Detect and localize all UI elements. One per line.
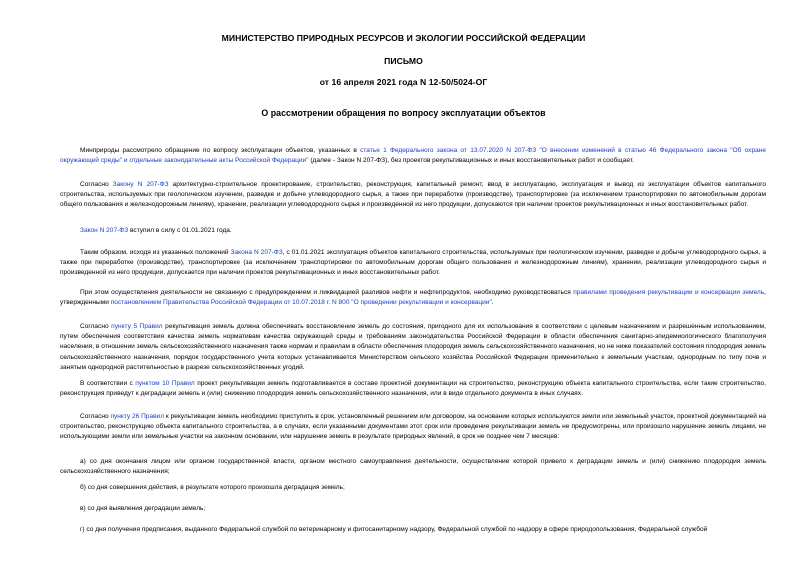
link-rules-item-5[interactable]: пункту 5 Правил [111, 323, 163, 330]
document-subject: О рассмотрении обращения по вопросу эксплуатации объектов [261, 108, 546, 118]
link-rules-item-26[interactable]: пункту 26 Правил [110, 413, 165, 420]
link-law-207[interactable]: Закон N 207-ФЗ [80, 227, 129, 234]
paragraph-text: архитектурно-строительное проектирование, строительство, реконструкция, капитальный ремонт, ввод в эксплуатацию, эксплуатация и вывод из эксплуатации объектов капитального строительства, используемых при геологическом изучении, разведке и добыче углеводородного сырья, а также при переработке (производстве), транспортировке (за исключением транспортировки по автомобильным дорогам общего пользования и железнодорожным линиям), хранении, реализации углеводородного сырья и произведенной из него продукции, допускаются при наличии проектов рекультивационных и иных восстановительных работ. [60, 181, 766, 209]
paragraph-text: проект рекультивации земель подготавливается в составе проектной документации на строительство, реконструкцию объекта капитального строительства, если такие строительство, реконструкция приведут к деградации земель и (или) снижению плодородия земель сельскохозяйственного назначения, или в виде отдельного документа в иных случаях. [60, 380, 766, 398]
paragraph-text: При этом осуществления деятельности не связанную с предупреждением и ликвидацией разливов нефти и нефтепродуктов, необходимо руководствоваться [80, 289, 574, 296]
paragraph-1 [60, 146, 766, 166]
paragraph-text: вступил в силу с 01.01.2021 года. [128, 227, 232, 234]
paragraph-text: рекультивация земель должна обеспечивать восстановление земель до состояния, пригодного для их использования в соответствии с целевым назначением и разрешенным использованием, путем обеспечения соответствия качества земель нормативам качества окружающей среды и требованиям законодательства Российской Федерации в области обеспечения санитарно-эпидемиологического благополучия населения, в отношении земель сельскохозяйственного назначения также нормам и правилам в области обеспечения плодородия земель сельскохозяйственного назначения, но не ниже показателей состояния плодородия земель сельскохозяйственного назначения, порядок государственного учета которых устанавливается Министерством сельского хозяйства Российской Федерации применительно к земельным участкам, однородным по типу почв и занятым однородной растительностью в разрезе сельскохозяйственных угодий. [60, 323, 766, 371]
paragraph-text: к рекультивации земель необходимо приступить в срок, установленный решением или договором, на основании которых используются земли или земельный участок, проектной документацией на строительство, реконструкцию объекта капитального строительства, а в случаях, если указанными документами этот срок или проведение рекультивации земель не предусмотрены, или произошло нарушение земель лицами, не использующими земли или земельные участки на законном основании, или нарушение земель в результате природных явлений, в срок не позднее чем 7 месяцев: [60, 413, 766, 441]
paragraph-text: Согласно [80, 323, 112, 330]
link-law-207[interactable]: Закону N 207-ФЗ [112, 181, 169, 188]
document-date-number: от 16 апреля 2021 года N 12-50/5024-ОГ [319, 77, 488, 87]
paragraph-5 [60, 288, 766, 308]
paragraph-8 [60, 412, 766, 443]
paragraph-2 [60, 180, 766, 211]
list-item-g: г) со дня получения предписания, выданного Федеральной службой по ветеринарному и фитосанитарному надзору, Федеральной службой по надзору в сфере природопользования, Федеральной службой [80, 526, 708, 533]
document-type: ПИСЬМО [384, 56, 423, 66]
paragraph-4 [60, 248, 766, 279]
paragraph-text: Согласно [80, 181, 113, 188]
paragraph-text: (далее - Закон N 207-ФЗ), без проектов рекультивационных и иных восстановительных работ и сообщает. [308, 157, 634, 165]
paragraph-text: Согласно [80, 413, 111, 420]
paragraph-text: , утвержденными [60, 289, 766, 307]
paragraph-3 [60, 226, 766, 236]
link-reclamation-rules[interactable]: правилами проведения рекультивации и консервации земель [573, 289, 765, 296]
paragraph-text: . [491, 299, 494, 307]
ministry-heading: МИНИСТЕРСТВО ПРИРОДНЫХ РЕСУРСОВ И ЭКОЛОГИИ РОССИЙСКОЙ ФЕДЕРАЦИИ [221, 33, 586, 43]
link-rules-item-10[interactable]: пунктом 10 Правил [135, 380, 195, 387]
list-item-a: а) со дня окончания лицом или органом государственной власти, органом местного самоуправления деятельности, осуществление которой привело к деградации земель и (или) снижению плодородия земель сельскохозяйственного назначения; [60, 458, 766, 476]
link-law-207-article-1[interactable]: статье 1 Федерального закона от 13.07.2020 N 207-ФЗ "О внесении изменений в статью 46 Федерального закона "Об охране окружающей среды" и отдельные законодательные акты Российской Федерации" [60, 147, 766, 165]
paragraph-text: Таким образом, исходя из указанных положений [80, 249, 231, 256]
paragraph-text: В соответствии с [80, 380, 136, 387]
paragraph-text: Минприроды рассмотрело обращение по вопросу эксплуатации объектов, указанных в [80, 147, 361, 154]
list-item-v: в) со дня выявления деградации земель; [80, 505, 206, 512]
link-law-207[interactable]: Закона N 207-ФЗ [230, 249, 283, 256]
paragraph-text: , с 01.01.2021 эксплуатация объектов капитального строительства, используемых при геологическом изучении, разведке и добыче углеводородного сырья, а также при переработке (производстве), транспортировке (за исключением транспортировки по автомобильным дорогам общего пользования и железнодорожным линиям), хранении, реализации углеводородного сырья и произведенной из него продукции, допускается при наличии проектов рекультивационных и иных восстановительных работ. [60, 249, 766, 277]
list-item-b: б) со дня совершения действия, в результате которого произошла деградация земель; [80, 484, 345, 491]
paragraph-6 [60, 322, 766, 373]
paragraph-7 [60, 379, 766, 399]
link-government-resolution-800[interactable]: постановлением Правительства Российской Федерации от 10.07.2018 г. N 800 "О проведении рекультивации и консервации" [110, 299, 492, 307]
